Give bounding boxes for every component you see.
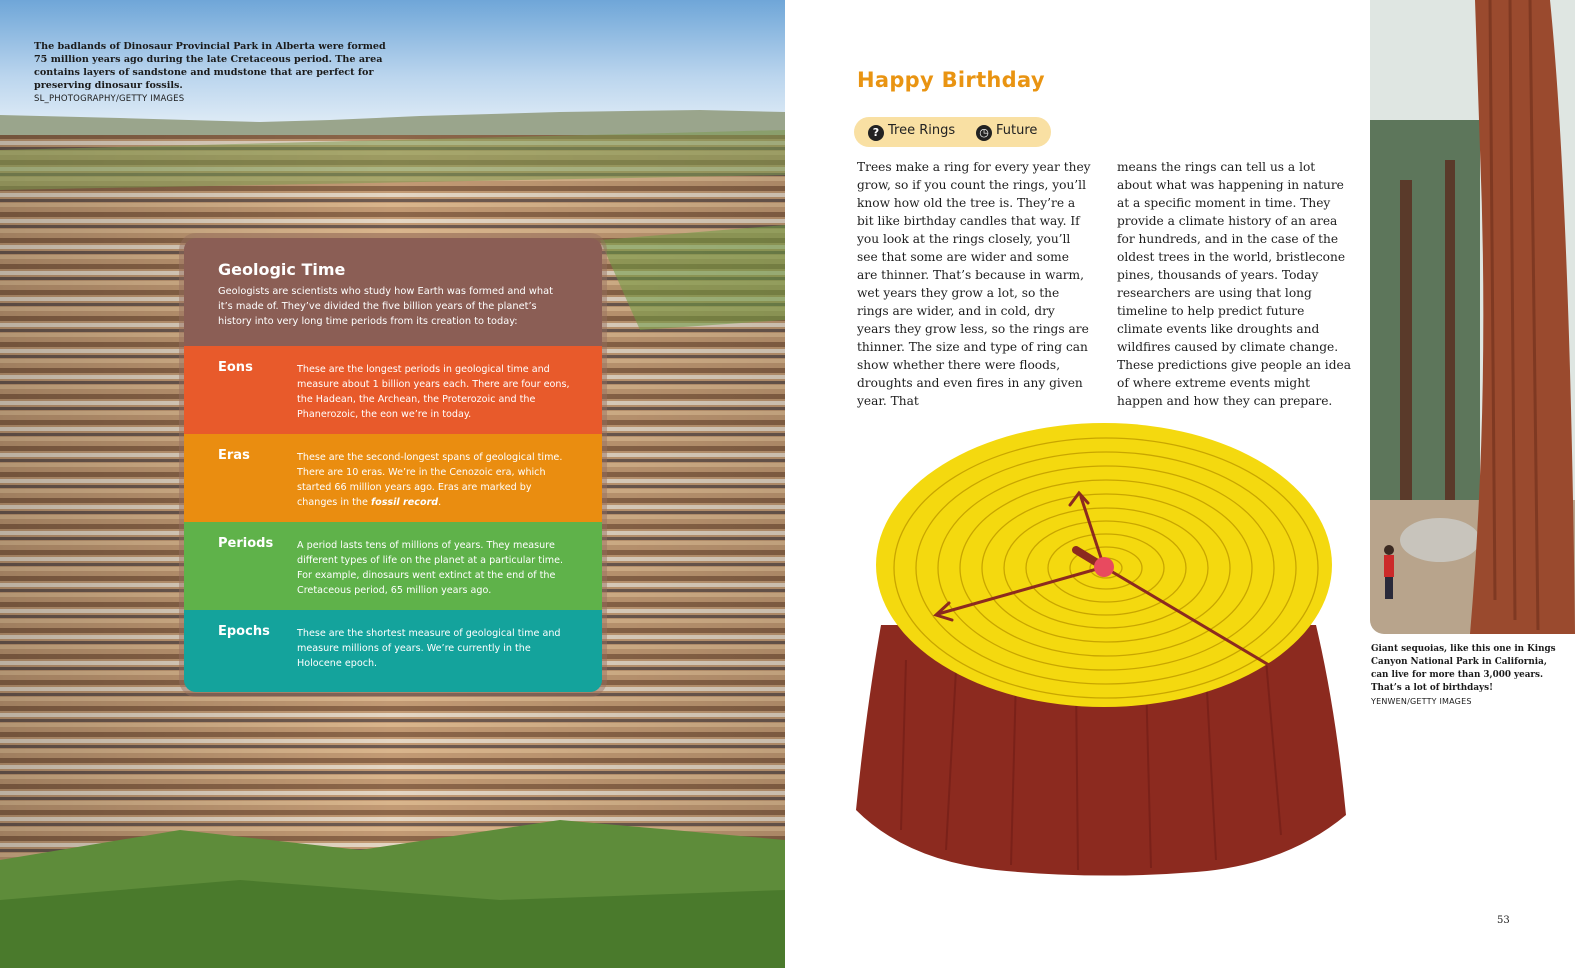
geo-def-eras-text: These are the second-longest spans of geological time. There are 10 eras. We’re in the Cenozoic era, which started 66 million years ago. Eras are marked by changes in the — [297, 452, 563, 508]
tree-stump-clock-illustration — [846, 410, 1356, 900]
geo-row-eras — [184, 434, 602, 522]
sequoia-photo-credit: YENWEN/GETTY IMAGES — [1371, 697, 1472, 706]
topic-tags — [854, 117, 1051, 147]
geo-row-eons — [184, 346, 602, 434]
question-icon: ? — [868, 125, 884, 141]
page-number: 53 — [1497, 915, 1510, 926]
body-text-column-1: Trees make a ring for every year they grow, so if you count the rings, you’ll know how old the tree is. They’re a bit like birthday candles that way. If you look at the rings closely, you’ll see that some are wider and some are thinner. That’s because in warm, wet years they grow a lot, so the rings are wider, and in cold, dry years they grow less, so the rings are thinner. The size and type of ring can show whether there were floods, droughts and even fires in any given year. That — [857, 160, 1091, 408]
geo-def-eras-end: . — [438, 497, 442, 508]
sequoia-caption — [1371, 643, 1556, 709]
geo-term-periods: Periods — [218, 536, 274, 551]
giant-sequoia-photo — [1370, 0, 1575, 634]
body-text-column-2: means the rings can tell us a lot about what was happening in nature at a specific moment in time. They provide a climate history of an area for hundreds, and in the case of the oldest trees in the world, bristlecone pines, thousands of years. Today researchers are using that long timeline to help predict future climate events like droughts and wildfires caused by climate change. These predictions give people an idea of where extreme events might happen and how they can prepare. — [1117, 160, 1351, 408]
page-title: Happy Birthday — [857, 68, 1045, 92]
clock-icon: ◷ — [976, 125, 992, 141]
geo-term-epochs: Epochs — [218, 624, 270, 639]
geologic-time-header — [184, 238, 602, 346]
photo-caption-text: The badlands of Dinosaur Provincial Park in Alberta were formed 75 million years ago during the late Cretaceous period. The area contains layers of sandstone and mudstone that are perfect for preserving dinosaur fossils. — [34, 41, 386, 91]
tag-future — [976, 123, 1037, 141]
geo-def-eras-emphasis: fossil record — [370, 497, 439, 508]
geo-term-eons: Eons — [218, 360, 253, 375]
tag-future-label: Future — [996, 123, 1038, 138]
photo-credit: SL_PHOTOGRAPHY/GETTY IMAGES — [34, 94, 185, 104]
tag-tree-rings — [868, 123, 955, 141]
geo-def-periods: A period lasts tens of millions of years. They measure different types of life on the planet at a particular time. For example, dinosaurs went extinct at the end of the Cretaceous period, 65 million years ago. — [297, 540, 564, 596]
geologic-time-intro: Geologists are scientists who study how Earth was formed and what it’s made of. They’ve divided the five billion years of the planet’s history into very long time periods from its creation to today: — [218, 286, 553, 327]
sequoia-caption-text: Giant sequoias, like this one in Kings Canyon National Park in California, can live for more than 3,000 years. That’s a lot of birthdays! — [1371, 644, 1556, 693]
geo-def-epochs: These are the shortest measure of geological time and measure millions of years. We’re currently in the Holocene epoch. — [297, 628, 561, 669]
geologic-time-title: Geologic Time — [218, 260, 346, 279]
geo-def-eons: These are the longest periods in geological time and measure about 1 billion years each. There are four eons, the Hadean, the Archean, the Proterozoic and the Phanerozoic, the eon we’re in today. — [297, 364, 570, 420]
geo-def-eras — [297, 450, 572, 510]
geologic-time-box — [184, 238, 602, 692]
tag-tree-rings-label: Tree Rings — [888, 123, 956, 138]
geo-row-epochs — [184, 610, 602, 692]
left-page — [0, 0, 785, 968]
photo-caption — [34, 40, 394, 106]
geo-row-periods — [184, 522, 602, 610]
geo-term-eras: Eras — [218, 448, 250, 463]
